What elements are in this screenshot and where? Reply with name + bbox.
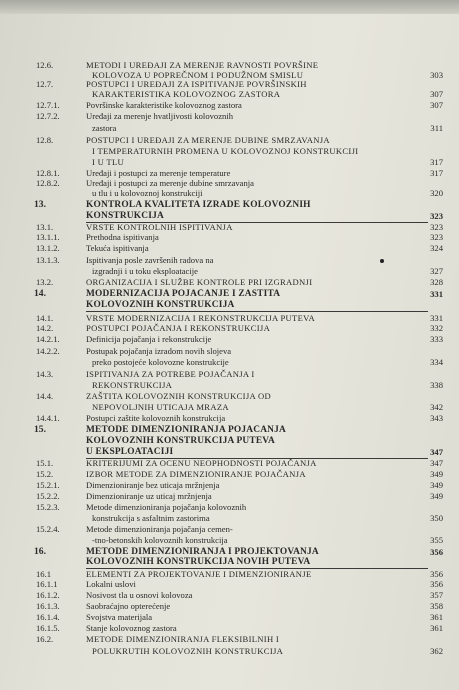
page-number: 349 (430, 480, 443, 490)
section-title: KONSTRUKCIJA (86, 211, 164, 221)
section-number: 15.2.3. (36, 502, 60, 512)
section-number: 16.1.5. (36, 623, 60, 633)
section-title: VRSTE MODERNIZACIJA I REKONSTRUKCIJA PUTEVA (86, 313, 316, 323)
page-number: 317 (430, 157, 443, 167)
section-number: 16.1 (36, 569, 52, 579)
section-number: 12.7.2. (36, 111, 60, 121)
page-number: 361 (430, 612, 443, 622)
page-number: 331 (430, 289, 443, 299)
section-number: 14.3. (36, 369, 54, 379)
page-number: 358 (430, 601, 443, 611)
section-number: 15.2. (36, 469, 54, 479)
section-title: Tekuća ispitivanja (86, 243, 149, 253)
section-title: IZBOR METODE ZA DIMENZIONIRANJE POJAČANJA (86, 469, 306, 479)
page-number: 307 (430, 89, 443, 99)
page-number: 343 (430, 413, 443, 423)
section-number: 13.1.2. (36, 243, 60, 253)
section-title: KOLOVOZNIH KONSTRUKCIJA PUTEVA (86, 436, 276, 446)
section-title: Metode dimenzioniranja pojačanja kolovoznih (86, 502, 247, 512)
section-title: NEPOVOLJNIH UTICAJA MRAZA (92, 402, 229, 412)
bullet-mark (380, 259, 384, 263)
section-number: 12.6. (36, 60, 54, 70)
section-title: Uređaji i postupci za merenje dubine smrzavanja (86, 178, 254, 188)
page-number: 324 (430, 243, 443, 253)
section-title: Uređaji i postupci za merenje temperature (86, 168, 231, 178)
page-number: 355 (430, 535, 443, 545)
page-number: 307 (430, 100, 443, 110)
section-number: 16.1.4. (36, 612, 60, 622)
section-title: u tlu i u kolovoznoj konstrukciji (92, 188, 203, 198)
page-number: 311 (430, 123, 443, 133)
page-number: 356 (430, 579, 443, 589)
section-title: Saobraćajno opterećenje (86, 601, 171, 611)
page-number: 342 (430, 402, 443, 412)
section-number: 12.8. (36, 135, 54, 145)
section-number: 13.1. (36, 222, 54, 232)
section-title: I U TLU (92, 157, 125, 167)
section-title: MODERNIZACIJA POJAČANJE I ZAŠTITA (86, 289, 281, 299)
page-number: 347 (430, 458, 443, 468)
page-number: 362 (430, 646, 443, 656)
page-number: 327 (430, 266, 443, 276)
section-number: 13.1.3. (36, 255, 60, 265)
section-title: Postupak pojačanja izradom novih slojeva (86, 346, 232, 356)
section-title: VRSTE KONTROLNIH ISPITIVANJA (86, 222, 233, 232)
section-title: KOLOVOZNIH KONSTRUKCIJA (86, 300, 235, 310)
page-number: 338 (430, 380, 443, 390)
section-title: Dimenzioniranje uz uticaj mržnjenja (86, 491, 212, 501)
section-title: Svojstva materijala (86, 612, 153, 622)
section-title: KRITERIJUMI ZA OCENU NEOPHODNOSTI POJAČANJA (86, 458, 317, 468)
section-title: Prethodna ispitivanja (86, 232, 159, 242)
section-number: 13.1.1. (36, 232, 60, 242)
page-number: 320 (430, 188, 443, 198)
section-number: 15.2.4. (36, 524, 60, 534)
section-number: 14.2.1. (36, 334, 60, 344)
section-title: Stanje kolovoznog zastora (86, 623, 177, 633)
section-title: METODE DIMENZIONIRANJA FLEKSIBILNIH I (86, 634, 280, 644)
page-number: 356 (430, 547, 443, 557)
section-title: preko postojeće kolovozne konstrukcije (92, 357, 229, 367)
section-title: METODI I UREĐAJI ZA MERENJE RAVNOSTI POVRŠINE (86, 60, 319, 70)
section-number: 16.2. (36, 634, 54, 644)
page-number: 331 (430, 313, 443, 323)
section-number: 14.1. (36, 313, 54, 323)
section-title: ELEMENTI ZA PROJEKTOVANJE I DIMENZIONIRANJE (86, 569, 312, 579)
page-number: 334 (430, 357, 443, 367)
section-title: I TEMPERATURNIH PROMENA U KOLOVOZNOJ KONSTRUKCIJI (92, 146, 359, 156)
section-number: 15.2.2. (36, 491, 60, 501)
section-title: Lokalni uslovi (86, 579, 136, 589)
section-number: 16.1.1 (36, 579, 58, 589)
section-title: METODE DIMENZIONIRANJA POJAČANJA (86, 425, 286, 435)
page-number: 332 (430, 323, 443, 333)
section-number: 14.2. (36, 323, 54, 333)
section-title: izgradnji i u toku eksploatacije (92, 266, 198, 276)
page-number: 323 (430, 222, 443, 232)
page-number: 303 (430, 70, 443, 80)
page-number: 356 (430, 569, 443, 579)
section-number: 12.7.1. (36, 100, 60, 110)
section-title: Površinske karakteristike kolovoznog zastora (86, 100, 242, 110)
section-title: Ispitivanja posle završenih radova na (86, 255, 214, 265)
section-number: 12.8.2. (36, 178, 60, 188)
section-number: 12.7. (36, 79, 54, 89)
section-title: Postupci zaštite kolovoznih konstrukcija (86, 413, 226, 423)
section-title: Metode dimenzioniranja pojačanja cemen- (86, 524, 233, 534)
page-number: 350 (430, 513, 443, 523)
section-title: REKONSTRUKCIJA (92, 380, 173, 390)
section-number: 15. (34, 424, 46, 435)
section-title: POSTUPCI POJAČANJA I REKONSTRUKCIJA (86, 323, 271, 333)
section-title: zastora (92, 123, 117, 133)
page-number: 357 (430, 590, 443, 600)
section-number: 14.2.2. (36, 346, 60, 356)
section-title: Definicija pojačanja i rekonstrukcije (86, 334, 212, 344)
page-number: 361 (430, 623, 443, 633)
page-number: 349 (430, 491, 443, 501)
section-number: 15.2.1. (36, 480, 60, 490)
section-title: KARAKTERISTIKA KOLOVOZNOG ZASTORA (92, 89, 281, 99)
section-title: U EKSPLOATACIJI (86, 447, 174, 457)
section-title: METODE DIMENZIONIRANJA I PROJEKTOVANJA (86, 547, 319, 557)
chapter-underline (86, 311, 428, 312)
section-number: 14.4.1. (36, 413, 60, 423)
page-number: 323 (430, 232, 443, 242)
section-number: 16. (34, 546, 46, 557)
section-number: 13. (34, 199, 46, 210)
section-number: 12.8.1. (36, 168, 60, 178)
section-title: POLUKRUTIH KOLOVOZNIH KONSTRUKCIJA (92, 646, 284, 656)
section-title: Dimenzioniranje bez uticaja mržnjenja (86, 480, 220, 490)
section-title: Nosivost tla u osnovi kolovoza (86, 590, 193, 600)
section-title: KONTROLA KVALITETA IZRADE KOLOVOZNIH (86, 200, 311, 210)
section-title: -tno-betonskih kolovoznih konstrukcija (92, 535, 228, 545)
section-title: POSTUPCI I UREĐAJI ZA ISPITIVANJE POVRŠINSKIH (86, 79, 307, 89)
page-number: 347 (430, 447, 443, 457)
page-number: 333 (430, 334, 443, 344)
section-number: 14.4. (36, 391, 54, 401)
section-number: 14. (34, 288, 46, 299)
page-number: 328 (430, 277, 443, 287)
section-title: POSTUPCI I UREĐAJI ZA MERENJE DUBINE SMRZAVANJA (86, 135, 330, 145)
section-title: Uređaji za merenje hvatljivosti kolovoznih (86, 111, 234, 121)
section-title: KOLOVOZA U POPREČNOM I PODUŽNOM SMISLU (92, 70, 304, 80)
section-number: 16.1.3. (36, 601, 60, 611)
page-number: 317 (430, 168, 443, 178)
section-number: 13.2. (36, 277, 54, 287)
section-title: konstrukcija s asfaltnim zastorima (92, 513, 210, 523)
section-title: ORGANIZACIJA I SLUŽBE KONTROLE PRI IZGRADNJI (86, 277, 313, 287)
page-number: 323 (430, 211, 443, 221)
section-title: ZAŠTITA KOLOVOZNIH KONSTRUKCIJA OD (86, 391, 271, 401)
section-title: ISPITIVANJA ZA POTREBE POJAČANJA I (86, 369, 255, 379)
section-title: KOLOVOZNIH KONSTRUKCIJA NOVIH PUTEVA (86, 557, 311, 567)
section-number: 15.1. (36, 458, 54, 468)
page-number: 349 (430, 469, 443, 479)
section-number: 16.1.2. (36, 590, 60, 600)
